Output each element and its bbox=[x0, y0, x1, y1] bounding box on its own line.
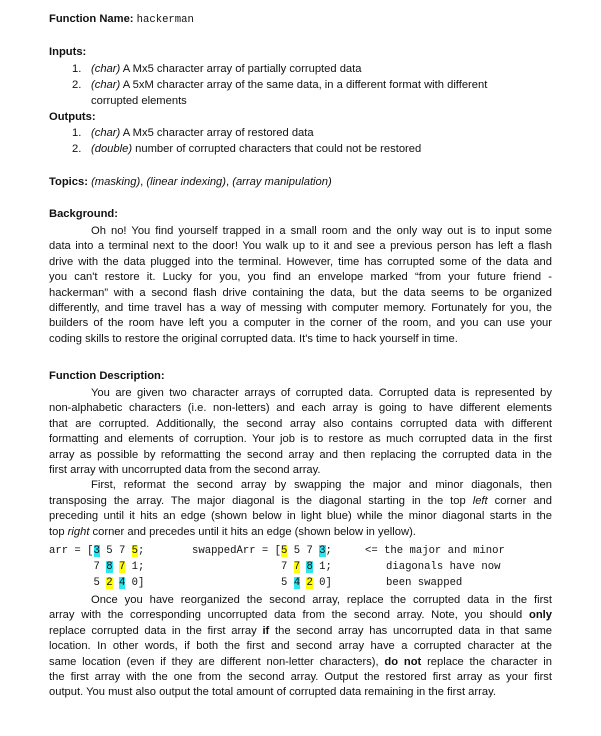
topics-line: Topics: (masking), (linear indexing), (array manipulation) bbox=[49, 176, 332, 188]
background-heading: Background: bbox=[49, 208, 118, 220]
topic-array-manipulation: (array manipulation) bbox=[232, 176, 332, 188]
output-1: (char) A Mx5 character array of restored data bbox=[91, 127, 314, 139]
topic-masking: (masking) bbox=[91, 176, 141, 188]
background-line: Oh no! You find yourself trapped in a small room and the only way out is to input some bbox=[91, 225, 552, 237]
topics-label: Topics: bbox=[49, 176, 88, 188]
code-note-2: diagonals have now bbox=[386, 561, 501, 573]
code-arr-row-3: 5 2 4 0] bbox=[93, 577, 145, 589]
code-swapped-row-3: 5 4 2 0] bbox=[281, 577, 332, 589]
background-line: you can't restore it. Lucky for you, you find an envelope marked “from your future friend - bbox=[49, 271, 552, 284]
background-line: builders of the room have left you a computer in the corner of the room, and you can use your bbox=[49, 317, 552, 330]
background-paragraph bbox=[49, 224, 552, 347]
input-2-number: 2. bbox=[72, 79, 82, 91]
background-line: differently, and time travel has a way of messing with computer memory. Fortunately for you, the bbox=[49, 301, 552, 314]
inputs-heading: Inputs: bbox=[49, 46, 87, 58]
description-paragraph-3: Once you have reorganized the second array, replace the corrupted data in the first array with the corresponding uncorrupted data from the second array. Note, you should only replace corrupted data in the first array if the second array has uncorrupted data in that same location. In other words, if both the first and second array have a corrupted character at the same location (even if they are different non-letter characters), do not replace the character in the first array with the one from the second array. Output the restored first array as your first output. You must also output the total amount of corrupted data remaining in the first array. bbox=[49, 594, 553, 699]
code-swapped-row-2: 7 7 8 1; bbox=[281, 561, 332, 573]
topic-linear-indexing: (linear indexing) bbox=[146, 176, 226, 188]
description-paragraph-1: You are given two character arrays of corrupted data. Corrupted data is represented by non-alphabetic characters (i.e. non-letters) and each array is going to have different elements that are corrupted. Additionally, the second array also contains corrupted data with different formatting and elements of corruption. Your job is to restore as much corrupted data in the first array as possible by reformatting the second array and then replacing the corrupted data in the first array with uncorrupted data from the second array. First, reformat the second array by swapping the major and minor diagonals, then transposing the array. The major diagonal is the diagonal starting in the top left corner and preceding until it hits an edge (shown below in light blue) while the minor diagonal starts in the top right corner and precedes until it hits an edge (shown below in yellow). bbox=[49, 387, 552, 538]
code-arr-row-2: 7 8 7 1; bbox=[93, 561, 145, 573]
background-line: hackerman” with a second flash drive containing the data, but the data seems to be organized bbox=[49, 286, 552, 299]
code-note-1: <= the major and minor bbox=[365, 545, 505, 557]
output-1-number: 1. bbox=[72, 127, 82, 139]
input-1: (char) A Mx5 character array of partially corrupted data bbox=[91, 63, 362, 75]
function-name-line bbox=[49, 13, 194, 26]
outputs-heading: Outputs: bbox=[49, 111, 96, 123]
code-arr-row-1: arr = [3 5 7 5; bbox=[49, 545, 145, 557]
input-2-continuation: corrupted elements bbox=[91, 95, 187, 107]
description-heading: Function Description: bbox=[49, 370, 165, 382]
input-1-number: 1. bbox=[72, 63, 82, 75]
background-line: coding skills to restore the original corrupted data. It's time to hack yourself in time. bbox=[49, 332, 458, 345]
code-note-3: been swapped bbox=[386, 577, 463, 589]
output-2-number: 2. bbox=[72, 143, 82, 155]
background-line: data into a terminal next to the door! You walk up to it and see a previous person has left a flash bbox=[49, 240, 552, 253]
function-name-value: hackerman bbox=[136, 14, 194, 26]
function-name-label: Function Name: bbox=[49, 13, 134, 25]
background-line: drive with the data plugged into the terminal. However, time has corrupted some of the data and bbox=[49, 255, 552, 268]
output-2: (double) number of corrupted characters that could not be restored bbox=[91, 143, 422, 155]
input-2: (char) A 5xM character array of the same data, in a different format with different bbox=[91, 79, 488, 91]
code-swapped-row-1: swappedArr = [5 5 7 3; bbox=[192, 545, 332, 557]
